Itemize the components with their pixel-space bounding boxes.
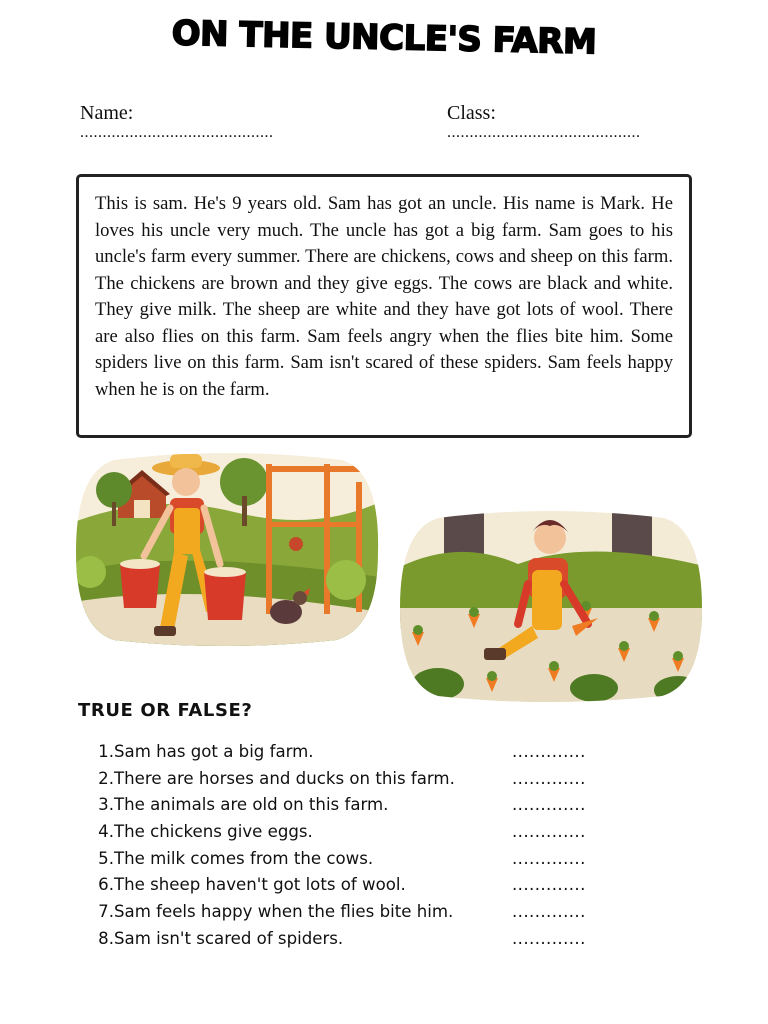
reading-passage-box xyxy=(76,174,692,438)
answer-blank[interactable]: ............. xyxy=(512,768,586,788)
question-row xyxy=(92,871,612,898)
farm-boy-carrots-illustration xyxy=(398,508,704,704)
question-number: 6. xyxy=(98,875,114,895)
class-blank[interactable]: ........................................... xyxy=(447,127,641,139)
question-row xyxy=(92,845,612,872)
question-number: 3. xyxy=(98,795,114,815)
worksheet-title: ON THE UNCLE'S FARM xyxy=(171,13,597,63)
true-false-list xyxy=(92,738,612,952)
answer-blank[interactable]: ............. xyxy=(512,848,586,868)
question-text: The animals are old on this farm. xyxy=(114,795,389,815)
question-text: The chickens give eggs. xyxy=(114,821,313,841)
question-text: Sam isn't scared of spiders. xyxy=(114,928,344,948)
answer-blank[interactable]: ............. xyxy=(512,741,586,761)
answer-blank[interactable]: ............. xyxy=(512,795,586,815)
question-row xyxy=(92,818,612,845)
answer-blank[interactable]: ............. xyxy=(512,928,586,948)
name-field[interactable] xyxy=(80,102,325,139)
name-label: Name: xyxy=(80,102,134,124)
question-number: 8. xyxy=(98,928,114,948)
question-text: There are horses and ducks on this farm. xyxy=(114,768,455,788)
answer-blank[interactable]: ............. xyxy=(512,875,586,895)
question-text: Sam has got a big farm. xyxy=(114,741,314,761)
question-row xyxy=(92,765,612,792)
question-number: 4. xyxy=(98,821,114,841)
answer-blank[interactable]: ............. xyxy=(512,901,586,921)
question-text: The sheep haven't got lots of wool. xyxy=(114,875,406,895)
question-row xyxy=(92,791,612,818)
question-number: 1. xyxy=(98,741,114,761)
question-number: 2. xyxy=(98,768,114,788)
farm-boy-buckets-illustration xyxy=(74,452,380,648)
class-field[interactable] xyxy=(447,102,692,139)
question-row xyxy=(92,925,612,952)
question-number: 5. xyxy=(98,848,114,868)
true-false-heading: TRUE OR FALSE? xyxy=(78,700,253,721)
question-row xyxy=(92,898,612,925)
question-row xyxy=(92,738,612,765)
reading-passage: This is sam. He's 9 years old. Sam has got an uncle. His name is Mark. He loves his uncle very much. The uncle has got a big farm. Sam goes to his uncle's farm every summer. There are chickens, cows and sheep on this farm. The chickens are brown and they give eggs. The cows are black and white. They give milk. The sheep are white and they have got lots of wool. There are also flies on this farm. Sam feels angry when the flies bite him. Some spiders live on this farm. Sam isn't scared of these spiders. Sam feels happy when he is on the farm. xyxy=(95,193,673,400)
name-blank[interactable]: ........................................... xyxy=(80,127,274,139)
class-label: Class: xyxy=(447,102,496,124)
question-number: 7. xyxy=(98,901,114,921)
question-text: The milk comes from the cows. xyxy=(114,848,374,868)
question-text: Sam feels happy when the flies bite him. xyxy=(114,901,454,921)
answer-blank[interactable]: ............. xyxy=(512,821,586,841)
